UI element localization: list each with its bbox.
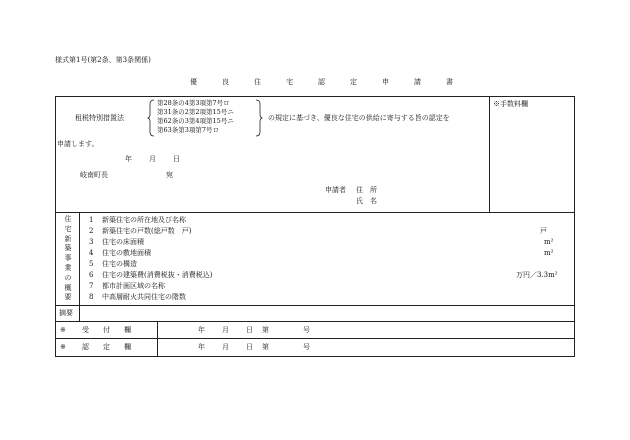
overview-item-number: 4 (89, 249, 94, 257)
remarks-label: 摘要 (59, 309, 73, 317)
date-day: 日 (173, 155, 180, 163)
overview-item-number: 2 (89, 227, 94, 235)
request-continued: 申請します。 (57, 140, 99, 148)
title-char: 良 (222, 78, 229, 86)
reception-month: 月 (222, 326, 229, 334)
date-month: 月 (149, 155, 156, 163)
overview-item-label: 住宅の敷地面積 (102, 249, 151, 257)
reception-divider (55, 321, 575, 322)
law-article: 第28条の4第3項第7号ロ (157, 99, 230, 107)
overview-item-number: 8 (89, 293, 94, 301)
overview-label-char: 新 (64, 234, 72, 243)
reception-dai: 第 (262, 326, 269, 334)
overview-item-label: 住宅の床面積 (102, 238, 144, 246)
overview-label-divider (79, 212, 80, 305)
reception-go: 号 (303, 326, 310, 334)
reception-mark: ※ (60, 326, 66, 334)
row-label-divider (157, 321, 158, 356)
overview-item-number: 3 (89, 238, 94, 246)
fee-label: ※手数料欄 (493, 100, 528, 108)
remarks-divider (55, 305, 575, 306)
remarks-field[interactable] (81, 307, 572, 320)
section-divider (55, 212, 575, 213)
overview-label-char: の (64, 273, 72, 282)
overview-item-label: 住宅の建築費(消費税抜・消費税込) (102, 271, 213, 279)
title-char: 認 (318, 78, 325, 86)
addressee: 岐南町長 (80, 171, 108, 179)
certification-day: 日 (246, 343, 253, 351)
request-text: の規定に基づき、優良な住宅の供給に寄与する旨の認定を (268, 114, 450, 122)
overview-item-label: 中高層耐火共同住宅の階数 (102, 293, 186, 301)
overview-item-label: 新築住宅の所在地及び名称 (102, 216, 186, 224)
certification-year: 年 (198, 343, 205, 351)
reception-day: 日 (246, 326, 253, 334)
addressee-suffix: 宛 (166, 171, 173, 179)
law-article: 第63条第3項第7号ロ (157, 126, 220, 134)
overview-item-unit: 戸 (540, 227, 547, 235)
right-brace-icon (255, 99, 263, 137)
certification-mark: ※ (60, 343, 66, 351)
overview-item-unit: m² (544, 249, 554, 257)
overview-item-number: 5 (89, 260, 94, 268)
remarks-label-divider (79, 305, 80, 321)
overview-item-unit: m² (544, 238, 554, 246)
overview-label-char: 築 (64, 244, 72, 253)
reception-year: 年 (198, 326, 205, 334)
certification-dai: 第 (262, 343, 269, 351)
overview-item-unit: 万円／3.3m² (516, 271, 558, 279)
overview-item-label: 都市計画区域の名称 (102, 282, 165, 290)
title-char: 書 (446, 78, 453, 86)
overview-label-char: 要 (64, 293, 72, 302)
overview-item-label: 新築住宅の戸数(総戸数 戸) (102, 227, 192, 235)
title-char: 住 (254, 78, 261, 86)
title-char: 申 (382, 78, 389, 86)
table-border-left (55, 96, 56, 357)
title-char: 請 (414, 78, 421, 86)
certification-month: 月 (222, 343, 229, 351)
overview-label-char: 宅 (64, 224, 72, 233)
title-char: 宅 (286, 78, 293, 86)
left-brace-icon (147, 99, 155, 137)
overview-item-number: 6 (89, 271, 94, 279)
certification-divider (55, 338, 575, 339)
date-year: 年 (125, 155, 132, 163)
overview-item-label: 住宅の構造 (102, 260, 137, 268)
applicant-label: 申請者 (325, 186, 346, 194)
overview-item-number: 7 (89, 282, 94, 290)
certification-go: 号 (303, 343, 310, 351)
table-border-top (55, 96, 575, 97)
reception-label: 受 付 欄 (82, 326, 131, 334)
certification-label: 認 定 欄 (82, 343, 131, 351)
fee-column-divider (489, 96, 490, 212)
title-char: 優 (190, 78, 197, 86)
law-article: 第31条の2第2項第15号ニ (157, 108, 234, 116)
title-char: 定 (350, 78, 357, 86)
form-label: 様式第1号(第2条、第3条関係) (55, 56, 151, 64)
overview-label-char: 業 (64, 263, 72, 272)
applicant-name-label: 氏 名 (356, 197, 377, 205)
overview-label-char: 概 (64, 283, 72, 292)
overview-label-char: 事 (64, 254, 72, 263)
table-border-right (574, 96, 575, 357)
table-border-bottom (55, 356, 575, 357)
housing-overview-label (62, 215, 74, 303)
applicant-address-label: 住 所 (356, 186, 377, 194)
law-article: 第62条の3第4項第15号ニ (157, 117, 234, 125)
overview-label-char: 住 (64, 215, 72, 223)
law-name: 租税特別措置法 (75, 114, 124, 122)
overview-item-number: 1 (89, 216, 94, 224)
